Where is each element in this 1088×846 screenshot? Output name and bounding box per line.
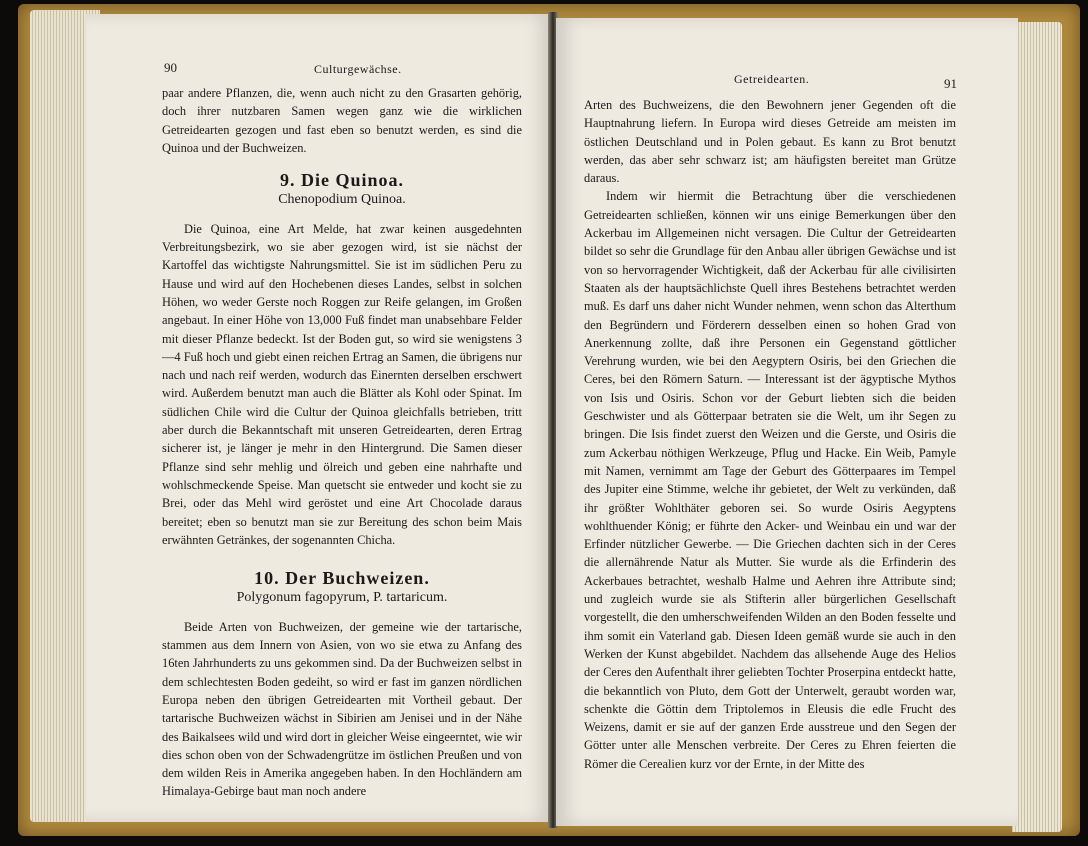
page-edges-right <box>1012 22 1062 832</box>
running-head-right: Getreidearten. <box>734 72 810 86</box>
left-page <box>86 14 552 822</box>
section-10-heading: 10. Der Buchweizen. <box>254 568 430 589</box>
section-9-heading: 9. Die Quinoa. <box>279 170 404 191</box>
page-number-left: 90 <box>164 60 177 75</box>
right-text-block <box>584 96 956 773</box>
intro-paragraph: paar andere Pflanzen, die, wenn auch nicht zu den Grasarten gehörig, doch ihrer nutzbaren Samen wegen ganz wie die wirklichen Getreidearten gezogen und fast eben so benutzt werden, es sind die Quinoa und der Buchweizen. <box>162 86 522 155</box>
right-paragraph-2: Indem wir hiermit die Betrachtung über die verschiedenen Getreidearten schließen, können wir uns einige Bemerkungen über den Ackerbau im Allgemeinen nicht versagen. Die Cultur der Getreidearten bildet so sehr die Grundlage für den Anbau aller übrigen Gewächse und ist von so hervorragender Wichtigkeit, daß der Ackerbau für alle civilisirten Staaten als der hauptsächlichste Quell ihres Bestehens betrachtet werden muß. Es darf uns daher nicht Wunder nehmen, wenn schon das Alterthum den Begründern und Förderern desselben einen so hohen Grad von Anerkennung zollte, daß ihre Personen ein Gegenstand göttlicher Verehrung wurden, wie bei den Aegyptern Osiris, bei den Griechen die Ceres, bei den Römern Saturn. — Interessant ist der ägyptische Mythos von Isis und Osiris. Schon vor der Geburt liebten sich die beiden Geschwister und als Götterpaar betraten sie die Welt, um ihr Segen zu bringen. Die Isis findet zuerst den Weizen und die Gerste, und Osiris die zum Ackerbau nöthigen Werkzeuge, Pflug und Hacke. Ein Weib, Pamyle mit Namen, vernimmt am Tage der Geburt des Götterpaares im Tempel des Jupiter eine Stimme, welche ihr gebietet, der Welt zu verkünden, daß ihr größter Wohlthäter geboren sei. So wurde Osiris Aegyptens wohlthuender König; er führte den Acker- und Weinbau ein und war der Erfinder nützlicher Gewerbe. — Die Griechen dachten sich in der Ceres die allernährende Natur als Mutter. Sie wurde als die Erfinderin des Ackerbaues betrachtet, weshalb Halme und Aehren ihre Attribute sind; und zugleich wurde sie als Stifterin aller bürgerlichen Gesellschaft vorgestellt, die den umherschweifenden Wilden an den Boden fesselte und ihm somit ein Vaterland gab. Diesen Ideen gemäß wurde sie auch in den Werken der Kunst abgebildet. Nachdem das allsehende Auge des Helios der Ceres den Aufenthalt ihrer geliebten Tochter Proserpina entdeckt hatte, die bekanntlich von Pluto, dem Gott der Unterwelt, geraubt worden war, schenkte die Göttin dem Triptolemos in Eleusis die edle Frucht des Weizens, damit er sie auf der ganzen Erde ausstreue und den Segen der Götter unter alle Menschen verbreite. Der Ceres zu Ehren feierten die Römer die Cerealien kurz vor der Ernte, in der Mitte des <box>584 189 956 771</box>
section-9-subtitle: Chenopodium Quinoa. <box>278 192 406 208</box>
right-page <box>556 18 1018 826</box>
section-10-subtitle: Polygonum fagopyrum, P. tartaricum. <box>236 590 448 606</box>
page-number-right: 91 <box>944 76 957 91</box>
left-text-block <box>162 84 522 801</box>
section-10-body: Beide Arten von Buchweizen, der gemeine wie der tartarische, stammen aus dem Innern von Asien, von wo sie etwa zu Anfang des 16ten Jahrhunderts zu uns gekommen sind. Da der Buchweizen selbst in dem schlechtesten Boden gedeiht, so wird er fast im ganzen nördlichen Europa neben den übrigen Getreidearten mit Vortheil gebaut. Der tartarische Buchweizen wächst in Sibirien am Jenisei und in der Nähe des Baikalsees wild und wird dort in gleicher Weise eingeerntet, wie wir dies schon oben von der Schwadengrütze im östlichen Preußen und von dem wilden Reis in Amerika angegeben haben. In den Hochländern am Himalaya-Gebirge baut man noch andere <box>162 619 522 799</box>
running-head-left: Culturgewächse. <box>314 62 402 76</box>
section-9-body: Die Quinoa, eine Art Melde, hat zwar keinen ausgedehnten Verbreitungsbezirk, wo sie aber gezogen wird, ist sie nächst der Kartoffel das wichtigste Nahrungsmittel. Sie ist im südlichen Peru zu Hause und wird auf den Hochebenen dieses Landes, selbst in solchen Höhen, wo weder Gerste noch Roggen zur Reife gelangen, im Großen angebaut. In einer Höhe von 13,000 Fuß findet man unabsehbare Felder mit dieser Pflanze bedeckt. Ist der Boden gut, so wird sie wenigstens 3—4 Fuß hoch und giebt einen reichen Ertrag an Samen, die übrigens nur nach und nach reif werden, wodurch das Einernten derselben erschwert wird. Außerdem benutzt man auch die Blätter als Kohl oder Spinat. Im südlichen Chile wird die Cultur der Quinoa gleichfalls betrieben, tritt aber durch die Bekanntschaft mit unseren Getreidearten, deren Ertrag sicherer ist, je länger je mehr in den Hintergrund. Die Samen dieser Pflanze sind sehr mehlig und ölreich und geben eine nahrhafte und wohlschmeckende Speise. Man quetscht sie entweder und kocht sie zu Brei, oder das Mehl wird geröstet und eine Art Chocolade daraus bereitet; eben so benutzt man sie zur Bereitung des schon beim Mais erwähnten Getränkes, der sogenannten Chicha. <box>162 221 522 547</box>
right-paragraph-1: Arten des Buchweizens, die den Bewohnern jener Gegenden oft die Hauptnahrung liefern. In Europa wird dieses Getreide am meisten im östlichen Deutschland und in Polen gebaut. Es kann zu Brot benutzt werden, das aber sehr schwarz ist; am häufigsten bereitet man Grütze daraus. <box>584 98 956 186</box>
